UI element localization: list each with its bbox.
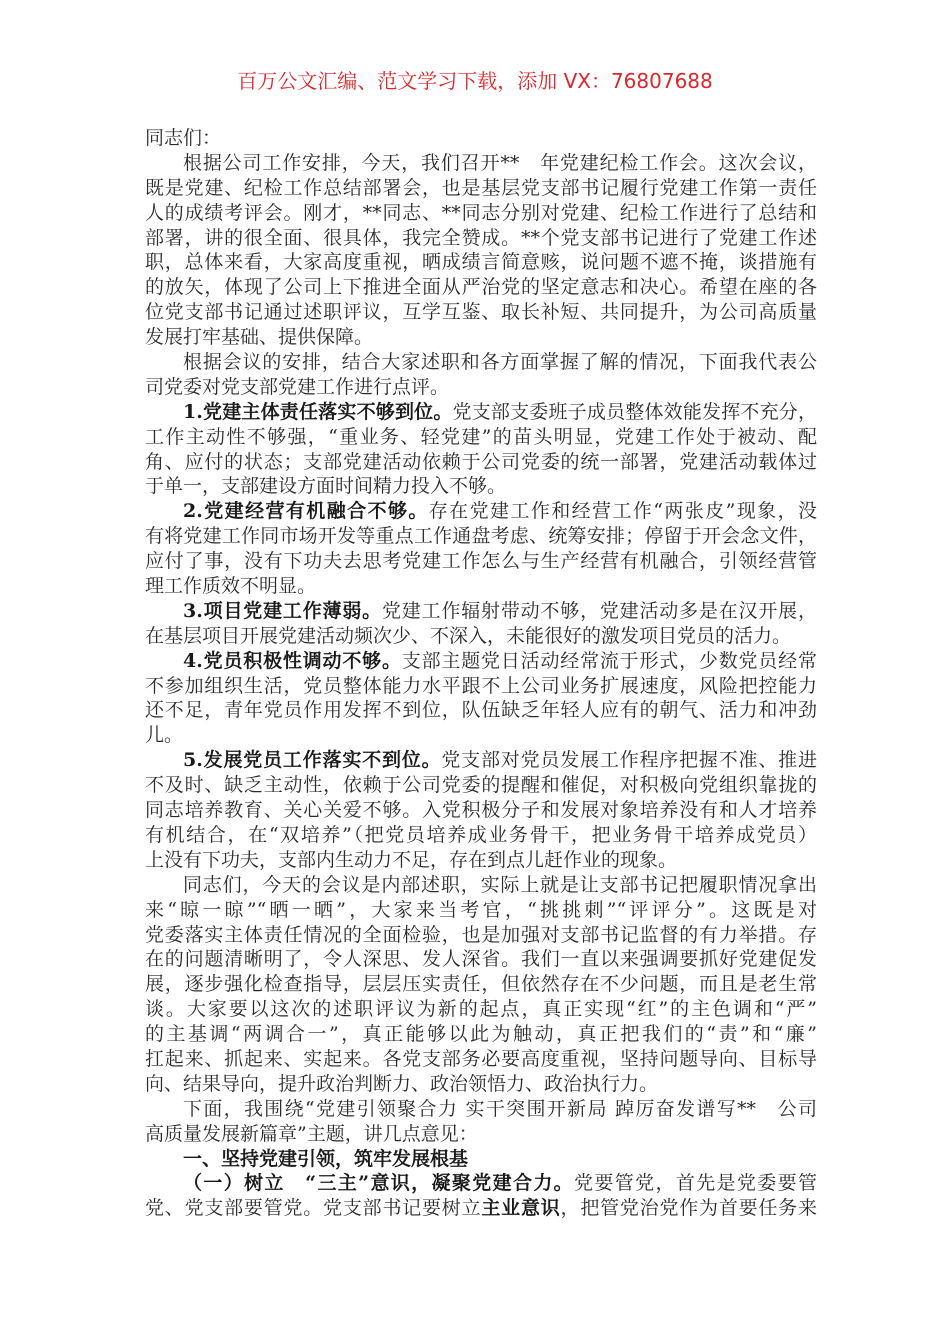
text-run: 角、应付的状态；支部党建活动依赖于公司党委的统一部署，党建活动载体过: [145, 450, 817, 473]
text-line: [145, 375, 817, 400]
text-line: [145, 1122, 817, 1147]
text-run: 同志培养教育、关心关爱不够。入党积极分子和发展对象培养没有和人才培养: [145, 799, 817, 822]
text-run: 人的成绩考评会。刚才，**同志、**同志分别对党建、纪检工作进行了总结和: [145, 201, 817, 224]
text-line: [145, 798, 817, 823]
text-line: [145, 624, 817, 649]
text-line: [145, 698, 817, 723]
text-line: [145, 1047, 817, 1072]
text-line: [145, 947, 817, 972]
bold-text: 主业意识: [481, 1197, 561, 1220]
text-run: 的主基调“两调合一”，真正能够以此为触动，真正把我们的“责”和“廉”: [145, 1023, 817, 1046]
text-run: 发展打牢基础、提供保障。: [145, 326, 374, 349]
text-run: 党、党支部要管党。党支部书记要树立: [145, 1197, 482, 1220]
paragraph: [145, 748, 817, 872]
paragraph: [145, 400, 817, 500]
text-line: [145, 599, 817, 624]
text-line: [145, 898, 817, 923]
text-run: 职，总体来看，大家高度重视，晒成绩言简意赅，说问题不遮不掩，谈措施有: [145, 251, 817, 274]
salutation: [145, 126, 817, 151]
text-line: [145, 425, 817, 450]
text-run: 下面，我围绕“党建引领聚合力 实干突围开新局 踔厉奋发谱写** 公司: [183, 1097, 817, 1120]
text-line: [145, 151, 817, 176]
bold-text: 3.项目党建工作薄弱。: [183, 599, 382, 622]
text-run: 同志们：: [145, 127, 222, 149]
text-line: [145, 275, 817, 300]
text-line: [145, 997, 817, 1022]
text-line: [145, 126, 817, 151]
text-run: 还不足，青年党员作用发挥不到位，队伍缺乏年轻人应有的朝气、活力和冲劲: [145, 699, 817, 722]
text-line: [145, 400, 817, 425]
text-run: 同志们，今天的会议是内部述职，实际上就是让支部书记把履职情况拿出: [183, 873, 817, 896]
bold-text: 4.党员积极性调动不够。: [183, 649, 402, 672]
text-run: 党委落实主体责任情况的全面检验，也是加强对支部书记监督的有力举措。存: [145, 923, 817, 946]
text-run: 向、结果导向，提升政治判断力、政治领悟力、政治执行力。: [145, 1072, 659, 1095]
text-line: [145, 1097, 817, 1122]
bold-text: 一、坚持党建引领，筑牢发展根基: [183, 1147, 469, 1170]
text-run: 工作主动性不够强，“重业务、轻党建”的苗头明显，党建工作处于被动、配: [145, 425, 817, 448]
text-run: 党支部对党员发展工作程序把握不准、推进: [441, 749, 817, 772]
text-line: [145, 823, 817, 848]
text-run: 有机结合，在“双培养”（把党员培养成业务骨干，把业务骨干培养成党员）: [145, 823, 817, 846]
text-run: 党要管党，首先是党委要管: [574, 1172, 817, 1195]
paragraph: [145, 649, 817, 749]
text-run: 司党委对党支部党建工作进行点评。: [145, 375, 450, 398]
text-run: 于单一，支部建设方面时间精力投入不够。: [145, 475, 507, 498]
text-run: 在的问题清晰明了，令人深思、发人深省。我们一直以来强调要抓好党建促发: [145, 948, 817, 971]
text-run: ，把管党治党作为首要任务来: [560, 1197, 817, 1220]
text-line: [145, 250, 817, 275]
bold-text: 2.党建经营有机融合不够。: [183, 500, 429, 523]
text-run: 在基层项目开展党建活动频次少、不深入，未能很好的激发项目党员的活力。: [145, 624, 792, 647]
section-heading: [145, 1147, 817, 1172]
text-run: 部署，讲的很全面、很具体，我完全赞成。**个党支部书记进行了党建工作述: [145, 226, 817, 249]
text-line: [145, 524, 817, 549]
text-run: 不参加组织生活，党员整体能力水平跟不上公司业务扩展速度，风险把控能力: [145, 674, 817, 697]
text-run: 上没有下功夫，支部内生动力不足，存在到点儿赶作业的现象。: [145, 848, 678, 871]
text-run: 应付了事，没有下功夫去思考党建工作怎么与生产经营有机融合，引领经营管: [145, 550, 817, 573]
text-run: 展，逐步强化检查指导，层层压实责任，但依然存在不少问题，而且是老生常: [145, 973, 817, 996]
text-line: [145, 1147, 817, 1172]
bold-text: （一）树立 “三主”意识，凝聚党建合力。: [183, 1172, 575, 1195]
text-line: [145, 1072, 817, 1097]
text-line: [145, 176, 817, 201]
text-line: [145, 723, 817, 748]
text-line: [145, 300, 817, 325]
text-run: 位党支部书记通过述职评议，互学互鉴、取长补短、共同提升，为公司高质量: [145, 301, 817, 324]
text-line: [145, 773, 817, 798]
text-line: [145, 1171, 817, 1196]
paragraph: [145, 599, 817, 649]
bold-text: 5.发展党员工作落实不到位。: [183, 749, 442, 772]
paragraph: [145, 873, 817, 1097]
text-run: 既是党建、纪检工作总结部署会，也是基层党支部书记履行党建工作第一责任: [145, 176, 817, 199]
document-body: [145, 126, 817, 1221]
text-line: [145, 972, 817, 997]
text-run: 谈。大家要以这次的述职评议为新的起点，真正实现“红”的主色调和“严”: [145, 998, 817, 1021]
text-run: 根据会议的安排，结合大家述职和各方面掌握了解的情况，下面我代表公: [183, 351, 817, 374]
text-line: [145, 350, 817, 375]
text-line: [145, 574, 817, 599]
text-line: [145, 1022, 817, 1047]
text-run: 根据公司工作安排，今天，我们召开** 年党建纪检工作会。这次会议，: [183, 151, 817, 174]
text-line: [145, 1196, 817, 1221]
text-line: [145, 848, 817, 873]
text-line: [145, 474, 817, 499]
text-run: 支部主题党日活动经常流于形式，少数党员经常: [401, 649, 817, 672]
text-line: [145, 201, 817, 226]
bold-text: 1.党建主体责任落实不够到位。: [183, 400, 453, 423]
text-run: 的放矢，体现了公司上下推进全面从严治党的坚定意志和决心。希望在座的各: [145, 276, 817, 299]
text-line: [145, 325, 817, 350]
text-run: 不及时、缺乏主动性，依赖于公司党委的提醒和催促，对积极向党组织靠拢的: [145, 774, 817, 797]
text-run: 儿。: [145, 724, 184, 747]
text-line: [145, 649, 817, 674]
paragraph: [145, 350, 817, 400]
text-line: [145, 674, 817, 699]
text-line: [145, 549, 817, 574]
text-run: 扛起来、抓起来、实起来。各党支部务必要高度重视，坚持问题导向、目标导: [145, 1047, 817, 1070]
paragraph: [145, 499, 817, 599]
text-run: 理工作质效不明显。: [145, 575, 317, 598]
watermark-banner: 百万公文汇编、范文学习下载，添加 VX：76807688: [237, 69, 713, 93]
text-run: 有将党建工作同市场开发等重点工作通盘考虑、统筹安排；停留于开会念文件，: [145, 525, 817, 548]
text-line: [145, 450, 817, 475]
paragraph: [145, 151, 817, 350]
text-line: [145, 499, 817, 524]
text-run: 党支部支委班子成员整体效能发挥不充分，: [452, 400, 817, 423]
text-line: [145, 923, 817, 948]
paragraph: [145, 1171, 817, 1221]
text-run: 高质量发展新篇章”主题，讲几点意见：: [145, 1122, 478, 1145]
text-line: [145, 226, 817, 251]
text-run: 存在党建工作和经营工作“两张皮”现象，没: [428, 500, 817, 523]
text-line: [145, 748, 817, 773]
text-run: 来“晾一晾”“晒一晒”，大家来当考官，“挑挑刺”“评评分”。这既是对: [145, 898, 817, 921]
text-line: [145, 873, 817, 898]
paragraph: [145, 1097, 817, 1147]
text-run: 党建工作辐射带动不够，党建活动多是在汉开展，: [381, 599, 817, 622]
